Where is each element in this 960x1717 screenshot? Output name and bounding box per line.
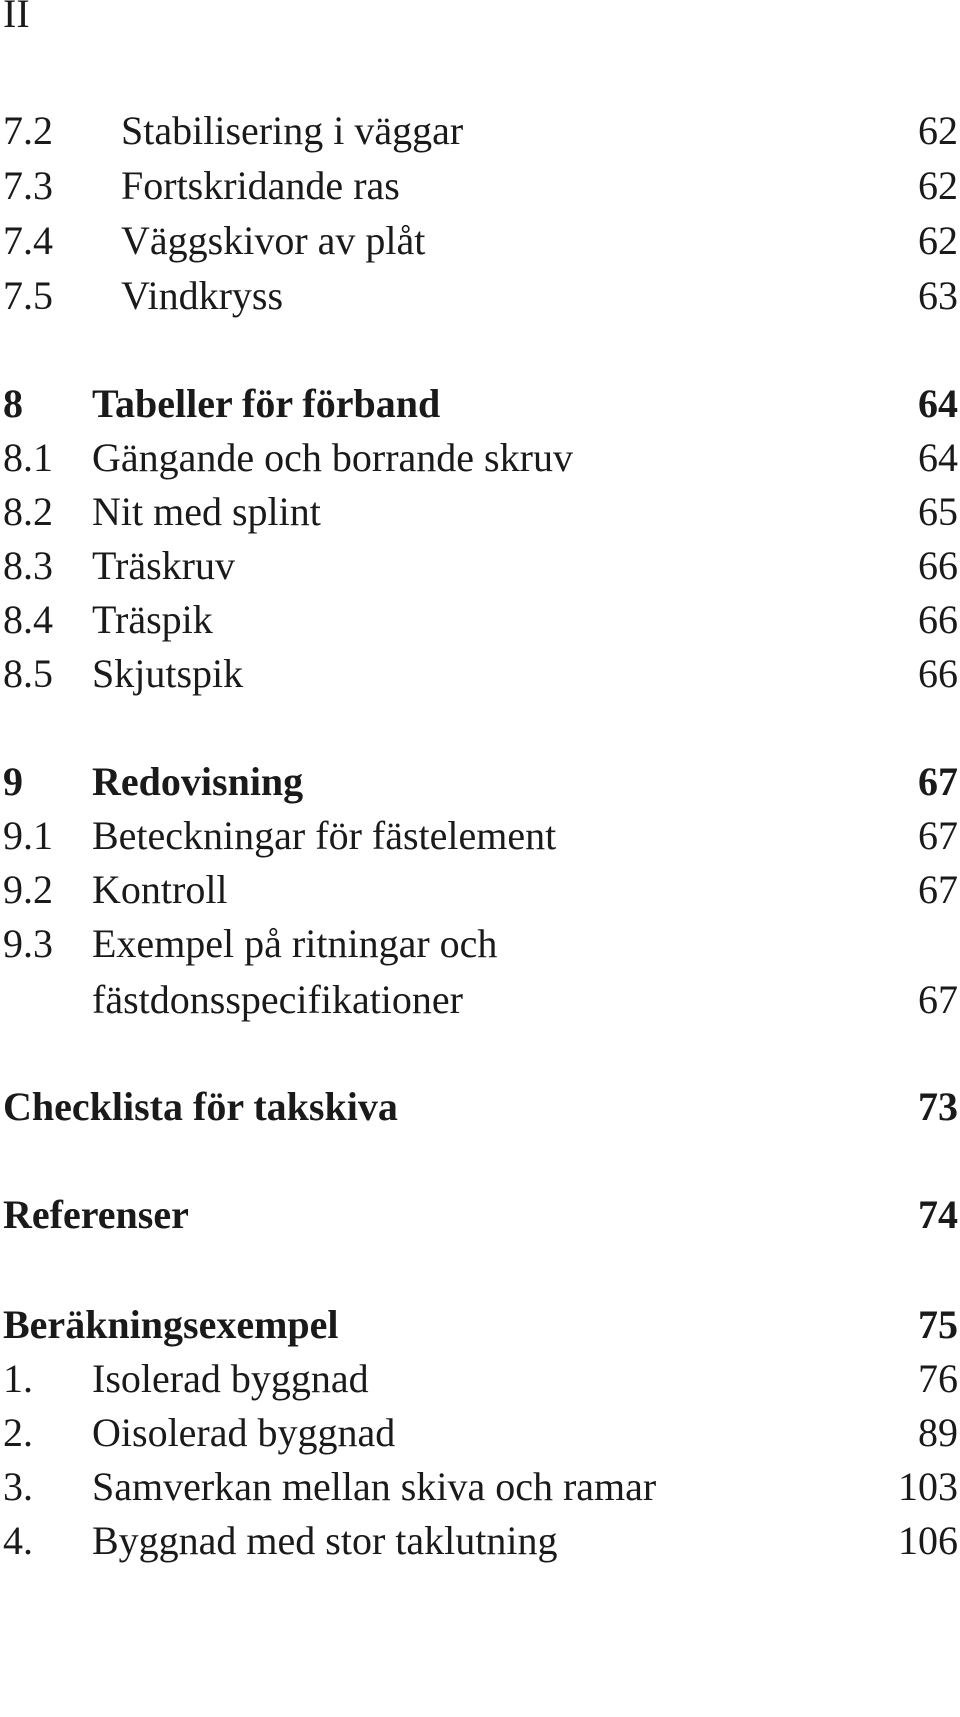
page-number: 106: [898, 1518, 958, 1563]
section-number: 9.3: [3, 921, 53, 966]
toc-entry[interactable]: [0, 860, 960, 920]
section-number: 8.4: [3, 597, 53, 642]
toc-chapter-examples[interactable]: [0, 1295, 960, 1355]
section-title: Träskruv: [92, 543, 235, 588]
section-title: Exempel på ritningar och: [92, 921, 498, 966]
toc-entry[interactable]: [0, 1403, 960, 1463]
section-title: Beteckningar för fästelement: [92, 813, 557, 858]
section-number: 1.: [3, 1356, 33, 1401]
section-title: Gängande och borrande skruv: [92, 435, 573, 480]
page-number: 73: [918, 1084, 958, 1129]
toc-entry[interactable]: [0, 482, 960, 542]
section-title: Nit med splint: [92, 489, 321, 534]
page-number: 62: [918, 218, 958, 263]
section-title: Skjutspik: [92, 651, 244, 696]
toc-entry[interactable]: [0, 590, 960, 650]
chapter-title: Checklista för takskiva: [3, 1084, 398, 1129]
toc-entry[interactable]: [0, 1511, 960, 1571]
section-number: 7.5: [3, 273, 53, 318]
page-number: 67: [918, 867, 958, 912]
section-title: Oisolerad byggnad: [92, 1410, 396, 1455]
toc-entry[interactable]: [0, 266, 960, 326]
page-number: 64: [918, 435, 958, 480]
page-header: II: [3, 0, 30, 36]
toc-entry[interactable]: [0, 428, 960, 488]
page-number: 89: [918, 1410, 958, 1455]
section-number: 8.3: [3, 543, 53, 588]
section-title: Byggnad med stor taklutning: [92, 1518, 558, 1563]
toc-entry[interactable]: [0, 1349, 960, 1409]
page-number: 62: [918, 108, 958, 153]
page-number: 65: [918, 489, 958, 534]
page-number: 66: [918, 597, 958, 642]
section-number: 7.3: [3, 163, 53, 208]
section-number: 3.: [3, 1464, 33, 1509]
page-number: 75: [918, 1302, 958, 1347]
chapter-number: 9: [3, 759, 23, 804]
toc-entry[interactable]: [0, 914, 960, 1034]
page-number: 66: [918, 543, 958, 588]
toc-entry[interactable]: [0, 806, 960, 866]
section-title-continued: fästdonsspecifikationer: [92, 977, 463, 1022]
section-number: 8.5: [3, 651, 53, 696]
page-number: 67: [918, 813, 958, 858]
toc-chapter[interactable]: [0, 752, 960, 812]
section-title: Kontroll: [92, 867, 228, 912]
page-number: 74: [918, 1192, 958, 1237]
page-number: 64: [918, 381, 958, 426]
toc-entry[interactable]: [0, 536, 960, 596]
page-number: 67: [918, 759, 958, 804]
toc-entry[interactable]: [0, 644, 960, 704]
section-title: Träspik: [92, 597, 213, 642]
section-title: Isolerad byggnad: [92, 1356, 369, 1401]
chapter-title: Redovisning: [92, 759, 304, 804]
toc-entry[interactable]: [0, 156, 960, 216]
section-number: 9.1: [3, 813, 53, 858]
section-number: 4.: [3, 1518, 33, 1563]
toc-chapter-references[interactable]: [0, 1185, 960, 1245]
section-number: 8.1: [3, 435, 53, 480]
section-title: Vindkryss: [121, 273, 284, 318]
toc-chapter[interactable]: [0, 374, 960, 434]
section-number: 7.4: [3, 218, 53, 263]
page-number: 62: [918, 163, 958, 208]
chapter-number: 8: [3, 381, 23, 426]
chapter-title: Tabeller för förband: [92, 381, 441, 426]
toc-entry[interactable]: [0, 101, 960, 161]
section-number: 2.: [3, 1410, 33, 1455]
toc-entry[interactable]: [0, 211, 960, 271]
section-number: 8.2: [3, 489, 53, 534]
chapter-title: Referenser: [3, 1192, 189, 1237]
section-number: 9.2: [3, 867, 53, 912]
page-number: 67: [918, 977, 958, 1022]
section-number: 7.2: [3, 108, 53, 153]
section-title: Samverkan mellan skiva och ramar: [92, 1464, 657, 1509]
section-title: Stabilisering i väggar: [121, 108, 464, 153]
section-title: Väggskivor av plåt: [121, 218, 426, 263]
page-number: 103: [898, 1464, 958, 1509]
chapter-title: Beräkningsexempel: [3, 1302, 339, 1347]
section-title: Fortskridande ras: [121, 163, 400, 208]
toc-entry[interactable]: [0, 1457, 960, 1517]
page-number: 76: [918, 1356, 958, 1401]
page-number: 66: [918, 651, 958, 696]
toc-chapter-checklist[interactable]: [0, 1077, 960, 1137]
page-number: 63: [918, 273, 958, 318]
